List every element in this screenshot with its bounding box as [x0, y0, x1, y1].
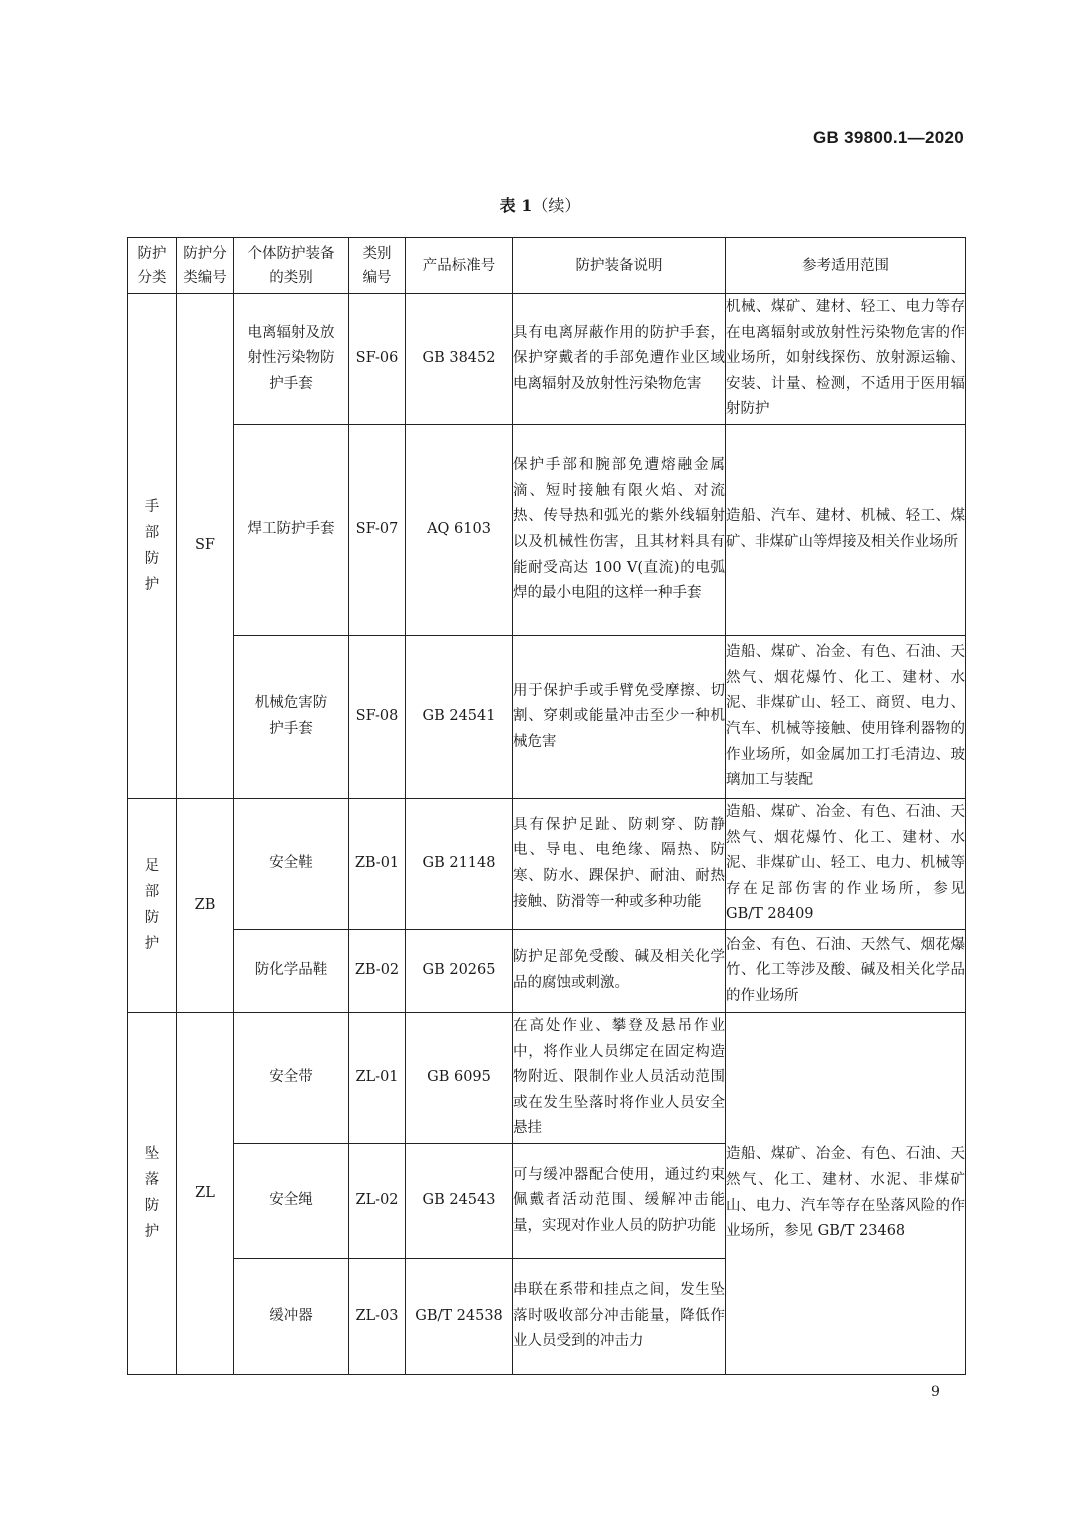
- col-header-category: 防护分类: [128, 238, 177, 294]
- standard-cell: GB 21148: [406, 799, 513, 930]
- table-row: [128, 1013, 966, 1144]
- table-row: [128, 930, 966, 1013]
- standard-cell: GB 38452: [406, 294, 513, 425]
- col-header-category-code: 防护分类编号: [177, 238, 234, 294]
- category-label: 足部防护: [144, 858, 160, 953]
- description-cell: 在高处作业、攀登及悬吊作业中，将作业人员绑定在固定构造物附近、限制作业人员活动范围或在发生坠落时将作业人员安全悬挂: [513, 1013, 726, 1144]
- col-header-scope: 参考适用范围: [726, 238, 966, 294]
- equipment-type-cell: 电离辐射及放射性污染物防护手套: [234, 294, 349, 425]
- table-row: [128, 294, 966, 425]
- equipment-type-cell: 安全鞋: [234, 799, 349, 930]
- type-code-cell: ZL-01: [349, 1013, 406, 1144]
- equipment-type-cell: 机械危害防护手套: [234, 636, 349, 799]
- table-title: [0, 193, 1080, 216]
- standard-cell: GB/T 24538: [406, 1259, 513, 1375]
- category-label: 坠落防护: [144, 1146, 160, 1241]
- type-code-cell: ZL-02: [349, 1144, 406, 1259]
- table-row: [128, 425, 966, 636]
- category-cell: [128, 1013, 177, 1375]
- scope-cell: 造船、煤矿、冶金、有色、石油、天然气、烟花爆竹、化工、建材、水泥、非煤矿山、轻工、电力、机械等存在足部伤害的作业场所，参见 GB/T 28409: [726, 799, 966, 930]
- table-row: [128, 799, 966, 930]
- table-title-label: 表 1: [499, 196, 533, 215]
- description-cell: 可与缓冲器配合使用，通过约束佩戴者活动范围、缓解冲击能量，实现对作业人员的防护功能: [513, 1144, 726, 1259]
- equipment-type-cell: 缓冲器: [234, 1259, 349, 1375]
- scope-cell: 冶金、有色、石油、天然气、烟花爆竹、化工等涉及酸、碱及相关化学品的作业场所: [726, 930, 966, 1013]
- type-code-cell: SF-08: [349, 636, 406, 799]
- description-cell: 具有保护足趾、防刺穿、防静电、导电、电绝缘、隔热、防寒、防水、踝保护、耐油、耐热接触、防滑等一种或多种功能: [513, 799, 726, 930]
- equipment-type-cell: 安全绳: [234, 1144, 349, 1259]
- description-cell: 保护手部和腕部免遭熔融金属滴、短时接触有限火焰、对流热、传导热和弧光的紫外线辐射以及机械性伤害，且其材料具有能耐受高达 100 V(直流)的电弧焊的最小电阻的这样一种手套: [513, 425, 726, 636]
- standard-cell: GB 24541: [406, 636, 513, 799]
- description-cell: 防护足部免受酸、碱及相关化学品的腐蚀或刺激。: [513, 930, 726, 1013]
- type-code-cell: ZB-01: [349, 799, 406, 930]
- description-cell: 串联在系带和挂点之间，发生坠落时吸收部分冲击能量，降低作业人员受到的冲击力: [513, 1259, 726, 1375]
- category-cell: [128, 294, 177, 799]
- category-code-cell: SF: [177, 294, 234, 799]
- category-label: 手部防护: [144, 498, 160, 593]
- table-row: [128, 636, 966, 799]
- standard-cell: AQ 6103: [406, 425, 513, 636]
- equipment-type-cell: 防化学品鞋: [234, 930, 349, 1013]
- scope-cell: 机械、煤矿、建材、轻工、电力等存在电离辐射或放射性污染物危害的作业场所，如射线探伤、放射源运输、安装、计量、检测，不适用于医用辐射防护: [726, 294, 966, 425]
- scope-cell: 造船、汽车、建材、机械、轻工、煤矿、非煤矿山等焊接及相关作业场所: [726, 425, 966, 636]
- description-cell: 具有电离屏蔽作用的防护手套，保护穿戴者的手部免遭作业区域电离辐射及放射性污染物危害: [513, 294, 726, 425]
- type-code-cell: SF-07: [349, 425, 406, 636]
- category-cell: [128, 799, 177, 1013]
- col-header-description: 防护装备说明: [513, 238, 726, 294]
- equipment-table: [127, 237, 966, 1375]
- table-title-suffix: （续）: [532, 196, 581, 215]
- type-code-cell: ZB-02: [349, 930, 406, 1013]
- scope-cell: 造船、煤矿、冶金、有色、石油、天然气、化工、建材、水泥、非煤矿山、电力、汽车等存在坠落风险的作业场所，参见 GB/T 23468: [726, 1013, 966, 1375]
- description-cell: 用于保护手或手臂免受摩擦、切割、穿刺或能量冲击至少一种机械危害: [513, 636, 726, 799]
- col-header-type-code: 类别编号: [349, 238, 406, 294]
- type-code-cell: SF-06: [349, 294, 406, 425]
- col-header-standard: 产品标准号: [406, 238, 513, 294]
- page-number: 9: [931, 1384, 940, 1400]
- standard-cell: GB 6095: [406, 1013, 513, 1144]
- scope-cell: 造船、煤矿、冶金、有色、石油、天然气、烟花爆竹、化工、建材、水泥、非煤矿山、轻工、商贸、电力、汽车、机械等接触、使用锋利器物的作业场所，如金属加工打毛清边、玻璃加工与装配: [726, 636, 966, 799]
- standard-cell: GB 20265: [406, 930, 513, 1013]
- standard-cell: GB 24543: [406, 1144, 513, 1259]
- equipment-type-cell: 焊工防护手套: [234, 425, 349, 636]
- type-code-cell: ZL-03: [349, 1259, 406, 1375]
- category-code-cell: ZB: [177, 799, 234, 1013]
- category-code-cell: ZL: [177, 1013, 234, 1375]
- col-header-equipment-type: 个体防护装备的类别: [234, 238, 349, 294]
- table-header-row: [128, 238, 966, 294]
- equipment-type-cell: 安全带: [234, 1013, 349, 1144]
- standard-number: GB 39800.1—2020: [813, 128, 964, 147]
